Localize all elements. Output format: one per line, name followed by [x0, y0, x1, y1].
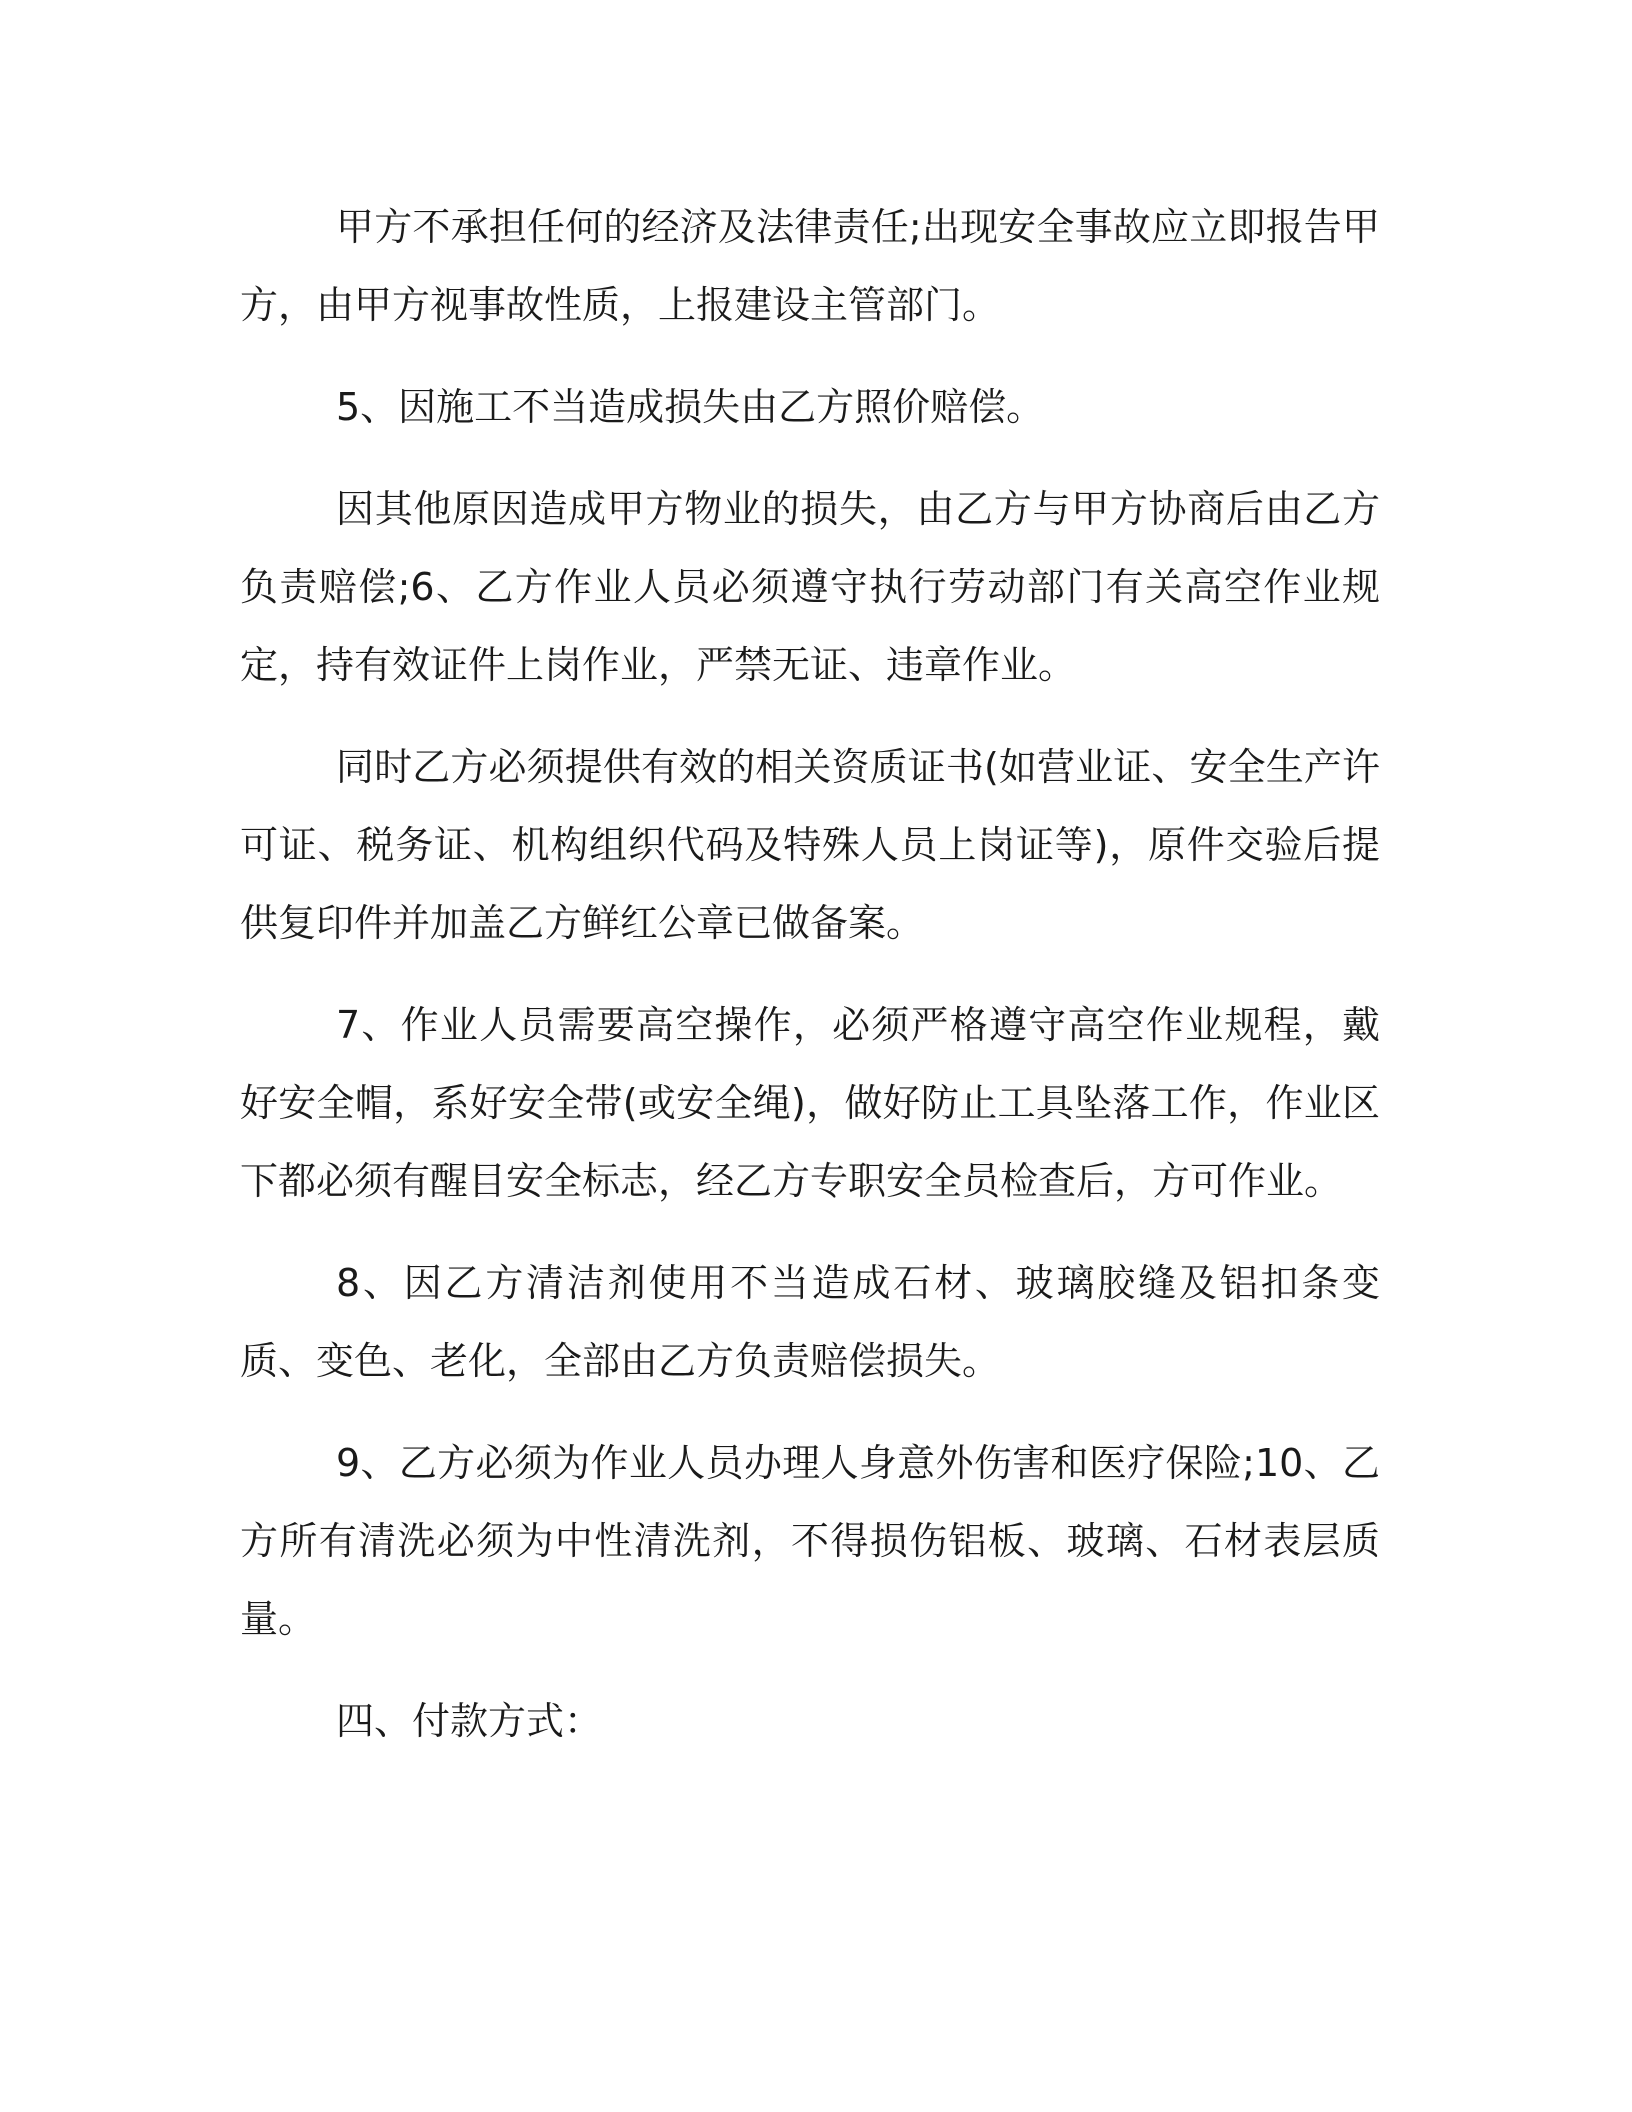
paragraph-item-9-10: 9、乙方必须为作业人员办理人身意外伤害和医疗保险;10、乙方所有清洗必须为中性清洗剂，不得损伤铝板、玻璃、石材表层质量。	[240, 1441, 1380, 1641]
paragraph-item-6: 因其他原因造成甲方物业的损失，由乙方与甲方协商后由乙方负责赔偿;6、乙方作业人员必须遵守执行劳动部门有关高空作业规定，持有效证件上岗作业，严禁无证、违章作业。	[240, 487, 1380, 687]
paragraph-liability: 甲方不承担任何的经济及法律责任;出现安全事故应立即报告甲方，由甲方视事故性质，上报建设主管部门。	[240, 205, 1380, 327]
section-heading-payment: 四、付款方式：	[336, 1699, 603, 1743]
paragraph-item-8: 8、因乙方清洁剂使用不当造成石材、玻璃胶缝及铝扣条变质、变色、老化，全部由乙方负责赔偿损失。	[240, 1261, 1380, 1383]
document-body	[240, 188, 1380, 1784]
paragraph-item-7: 7、作业人员需要高空操作，必须严格遵守高空作业规程，戴好安全帽，系好安全带(或安全绳)，做好防止工具坠落工作，作业区下都必须有醒目安全标志，经乙方专职安全员检查后，方可作业。	[240, 1003, 1380, 1203]
paragraph-qualification: 同时乙方必须提供有效的相关资质证书(如营业证、安全生产许可证、税务证、机构组织代码及特殊人员上岗证等)，原件交验后提供复印件并加盖乙方鲜红公章已做备案。	[240, 745, 1380, 945]
paragraph-item-5: 5、因施工不当造成损失由乙方照价赔偿。	[336, 385, 1045, 429]
